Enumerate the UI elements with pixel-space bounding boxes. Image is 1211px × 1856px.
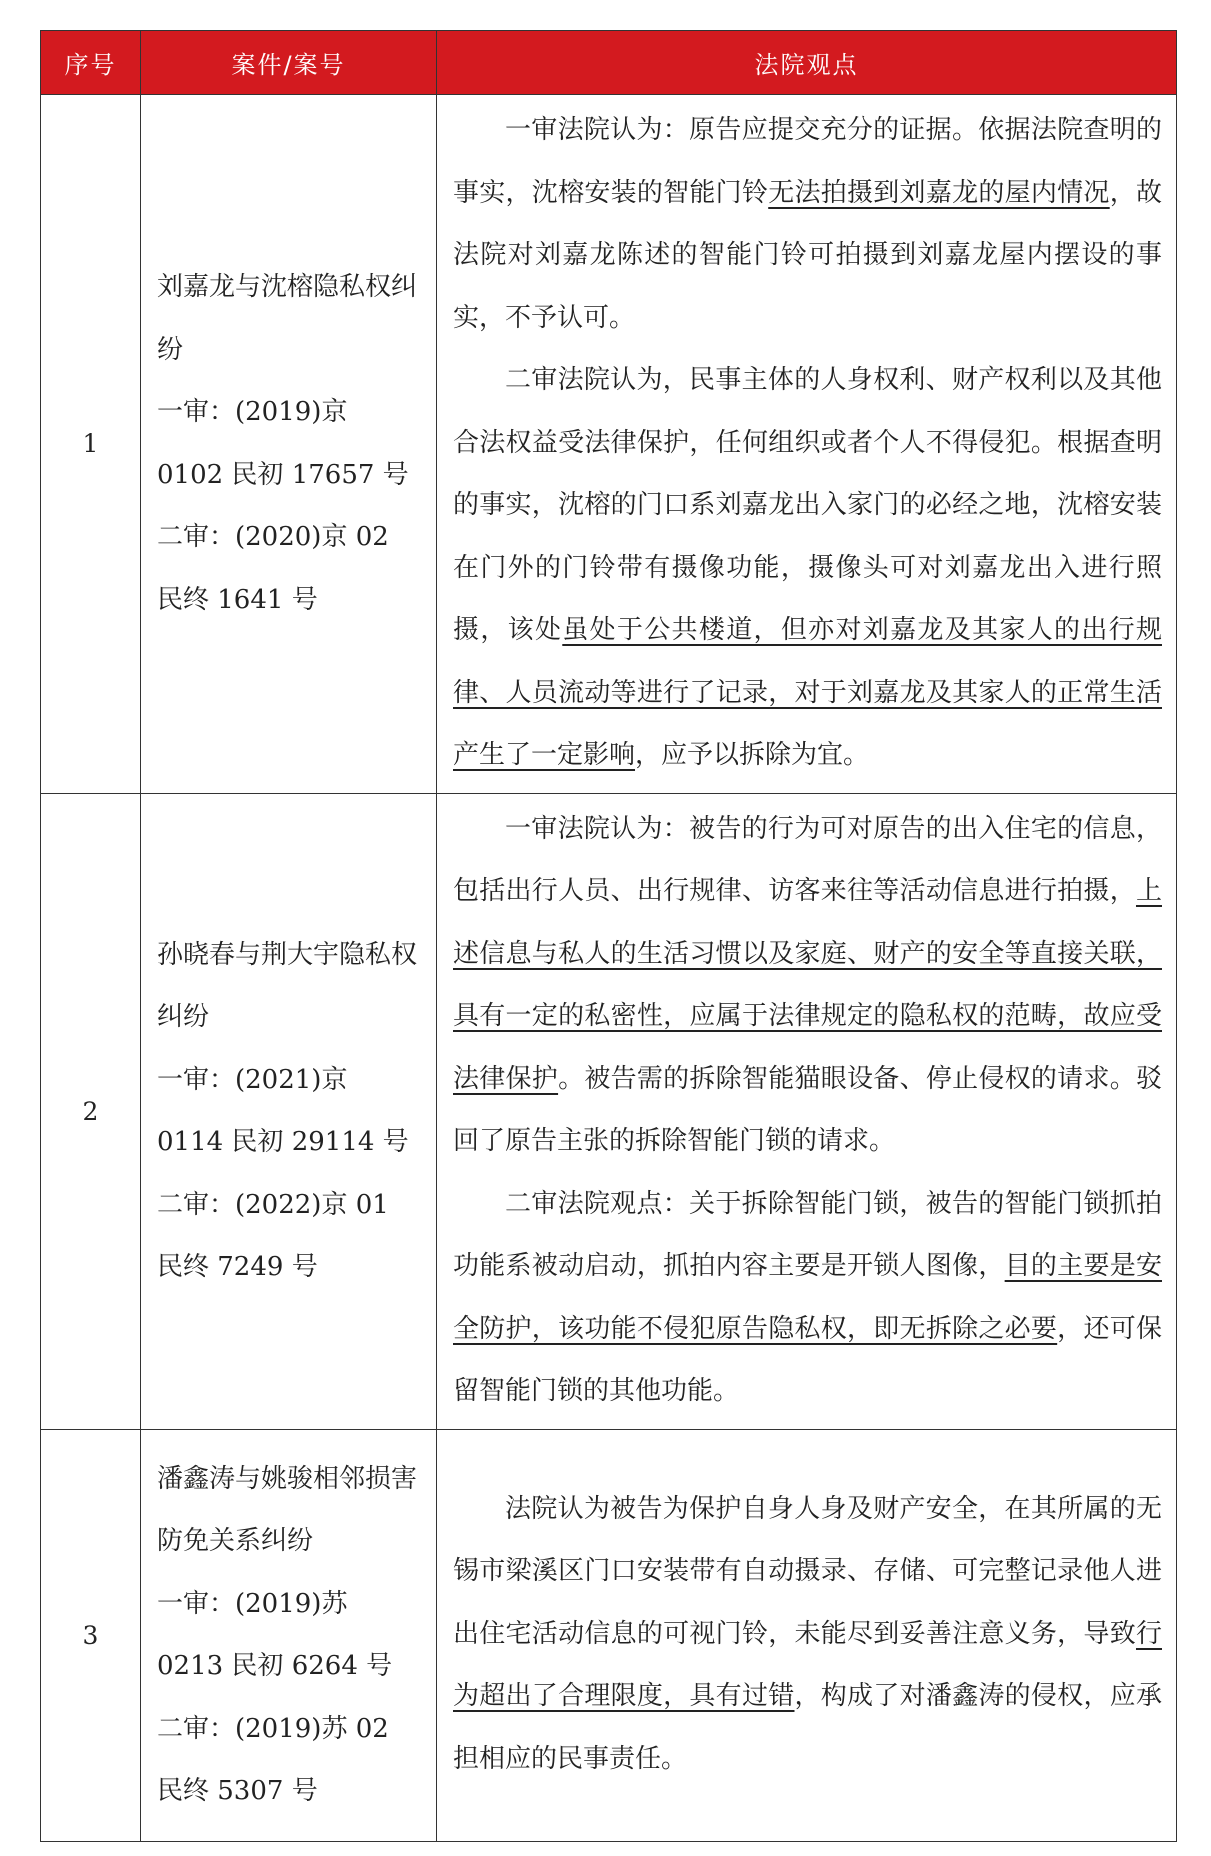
court-opinion <box>437 1429 1177 1841</box>
underlined-text: 虽处于公共楼道，但亦对刘嘉龙及其家人的出行规律、人员流动等进行了记录，对于刘嘉龙及其家人的正常生活产生了一定影响 <box>453 615 1162 770</box>
opinion-paragraph <box>453 99 1162 349</box>
opinion-paragraph <box>453 798 1162 1173</box>
opinion-text: 二审法院观点：关于拆除智能门锁，被告的智能门锁抓拍功能系被动启动，抓拍内容主要是开锁人图像， <box>453 1188 1162 1281</box>
case-title: 孙晓春与荆大宇隐私权纠纷 <box>157 939 418 1032</box>
underlined-text: 行为超出了合理限度，具有过错 <box>453 1618 1162 1712</box>
court-opinions-table <box>40 30 1177 1842</box>
case-info <box>141 793 437 1429</box>
opinion-text: 法院认为被告为保护自身人身及财产安全，在其所属的无锡市梁溪区门口安装带有自动摄录、存储、可完整记录他人进出住宅活动信息的可视门铃，未能尽到妥善注意义务，导致 <box>453 1493 1162 1649</box>
row-number: 2 <box>41 793 141 1429</box>
header-case: 案件/案号 <box>141 31 437 95</box>
case-title: 潘鑫涛与姚骏相邻损害防免关系纠纷 <box>157 1463 418 1556</box>
underlined-text: 无法拍摄到刘嘉龙的屋内情况 <box>768 177 1110 208</box>
court-opinion <box>437 95 1177 794</box>
first-instance-case-no: 一审：(2019)京 0102 民初 17657 号 <box>157 397 409 490</box>
row-number: 1 <box>41 95 141 794</box>
case-info <box>141 1429 437 1841</box>
table-row <box>41 793 1177 1429</box>
court-opinion <box>437 793 1177 1429</box>
second-instance-case-no: 二审：(2022)京 01 民终 7249 号 <box>157 1189 389 1282</box>
second-instance-case-no: 二审：(2020)京 02 民终 1641 号 <box>157 522 389 615</box>
opinion-paragraph <box>453 1478 1162 1791</box>
first-instance-case-no: 一审：(2021)京 0114 民初 29114 号 <box>157 1064 409 1157</box>
case-title: 刘嘉龙与沈榕隐私权纠纷 <box>157 272 418 365</box>
table-row <box>41 95 1177 794</box>
row-number: 3 <box>41 1429 141 1841</box>
opinion-text: ，构成了对潘鑫涛的侵权，应承担相应的民事责任。 <box>453 1681 1162 1774</box>
opinion-text: ，故法院对刘嘉龙陈述的智能门铃可拍摄到刘嘉龙屋内摆设的事实，不予认可。 <box>453 177 1162 333</box>
underlined-text: 目的主要是安全防护，该功能不侵犯原告隐私权，即无拆除之必要 <box>453 1251 1162 1344</box>
opinion-text: 二审法院认为，民事主体的人身权利、财产权利以及其他合法权益受法律保护，任何组织或者个人不得侵犯。根据查明的事实，沈榕的门口系刘嘉龙出入家门的必经之地，沈榕安装在门外的门铃带有摄像功能，摄像头可对刘嘉龙出入进行照摄，该处 <box>453 365 1162 645</box>
opinion-text: ，应予以拆除为宜。 <box>635 740 870 770</box>
table-header-row <box>41 31 1177 95</box>
opinion-text: 一审法院认为：被告的行为可对原告的出入住宅的信息，包括出行人员、出行规律、访客来往等活动信息进行拍摄， <box>453 813 1162 906</box>
opinion-text: 。被告需的拆除智能猫眼设备、停止侵权的请求。驳回了原告主张的拆除智能门锁的请求。 <box>453 1063 1162 1156</box>
header-number: 序号 <box>41 31 141 95</box>
second-instance-case-no: 二审：(2019)苏 02 民终 5307 号 <box>157 1713 389 1806</box>
opinion-paragraph <box>453 349 1162 787</box>
opinion-text: 一审法院认为：原告应提交充分的证据。依据法院查明的事实，沈榕安装的智能门铃 <box>453 115 1162 208</box>
underlined-text: 上述信息与私人的生活习惯以及家庭、财产的安全等直接关联，具有一定的私密性，应属于法律规定的隐私权的范畴，故应受法律保护 <box>453 876 1162 1094</box>
table-row <box>41 1429 1177 1841</box>
opinion-paragraph <box>453 1173 1162 1423</box>
header-opinion: 法院观点 <box>437 31 1177 95</box>
first-instance-case-no: 一审：(2019)苏 0213 民初 6264 号 <box>157 1588 393 1681</box>
opinion-text: ，还可保留智能门锁的其他功能。 <box>453 1313 1162 1406</box>
case-info <box>141 95 437 794</box>
